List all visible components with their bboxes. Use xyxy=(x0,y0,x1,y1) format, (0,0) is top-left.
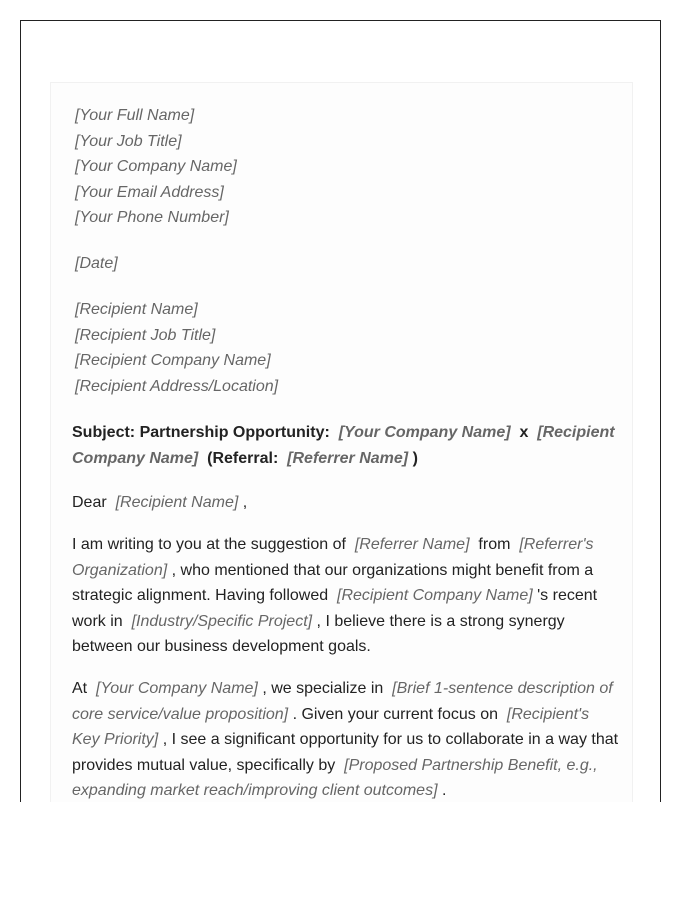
recipient-company-name: [Recipient Company Name] xyxy=(75,352,271,369)
p1-referrer-organization: [Referrer's Organization] xyxy=(72,536,594,579)
letter-date: [Date] xyxy=(75,255,118,272)
subject-close: ) xyxy=(412,450,418,467)
p2-text-2: , we specialize in xyxy=(262,680,384,697)
sender-email: [Your Email Address] xyxy=(75,183,224,201)
recipient-address: [Recipient Address/Location] xyxy=(75,377,279,395)
subject-referral-label: (Referral: xyxy=(207,450,279,467)
greeting xyxy=(72,490,620,516)
p1-referrer-name: [Referrer Name] xyxy=(354,536,470,553)
sender-block xyxy=(75,103,237,231)
p1-text-1: I am writing to you at the suggestion of xyxy=(72,536,346,553)
sender-phone: [Your Phone Number] xyxy=(75,209,229,226)
p1-text-5: , I believe there is a strong synergy between our business development goals. xyxy=(72,612,565,656)
p2-text-1: At xyxy=(72,680,88,697)
subject-recipient-company: [Recipient Company Name] xyxy=(72,424,615,467)
subject-separator: x xyxy=(519,424,529,441)
document-frame xyxy=(20,20,661,802)
letter-card xyxy=(50,82,633,802)
date-block xyxy=(75,251,118,277)
recipient-job-title: [Recipient Job Title] xyxy=(75,326,216,344)
p2-proposed-benefit: [Proposed Partnership Benefit, e.g., expanding market reach/improving client outcomes] xyxy=(72,756,598,800)
greeting-recipient-name: [Recipient Name] xyxy=(115,494,239,511)
p2-brief-description: [Brief 1-sentence description of core service/value proposition] xyxy=(72,680,613,723)
recipient-block xyxy=(75,297,278,399)
p2-text-4: , I see a significant opportunity for us to collaborate in a way that provides mutual value, specifically by xyxy=(72,731,619,774)
p1-text-3: , who mentioned that our organizations might benefit from a strategic alignment. Having followed xyxy=(72,561,594,605)
p2-text-3: . Given your current focus on xyxy=(292,705,498,723)
subject-line xyxy=(72,420,620,472)
subject-prefix: Subject: Partnership Opportunity: xyxy=(72,424,330,441)
sender-full-name: [Your Full Name] xyxy=(75,107,195,124)
subject-your-company: [Your Company Name] xyxy=(338,424,511,441)
recipient-name: [Recipient Name] xyxy=(75,301,198,318)
greeting-dear: Dear xyxy=(72,494,107,511)
sender-company-name: [Your Company Name] xyxy=(75,158,237,175)
p1-recipient-company: [Recipient Company Name] xyxy=(337,587,533,605)
p2-your-company: [Your Company Name] xyxy=(96,680,258,697)
p1-text-4: 's recent work in xyxy=(72,587,598,630)
paragraph-2 xyxy=(72,676,620,802)
subject-referrer: [Referrer Name] xyxy=(287,450,409,467)
p1-industry-project: [Industry/Specific Project] xyxy=(131,612,313,630)
p2-key-priority: [Recipient's Key Priority] xyxy=(72,705,590,749)
paragraph-1 xyxy=(72,532,620,660)
sender-job-title: [Your Job Title] xyxy=(75,132,182,150)
p2-text-5: . xyxy=(441,782,447,800)
greeting-comma: , xyxy=(242,494,248,511)
p1-text-2: from xyxy=(478,536,511,553)
